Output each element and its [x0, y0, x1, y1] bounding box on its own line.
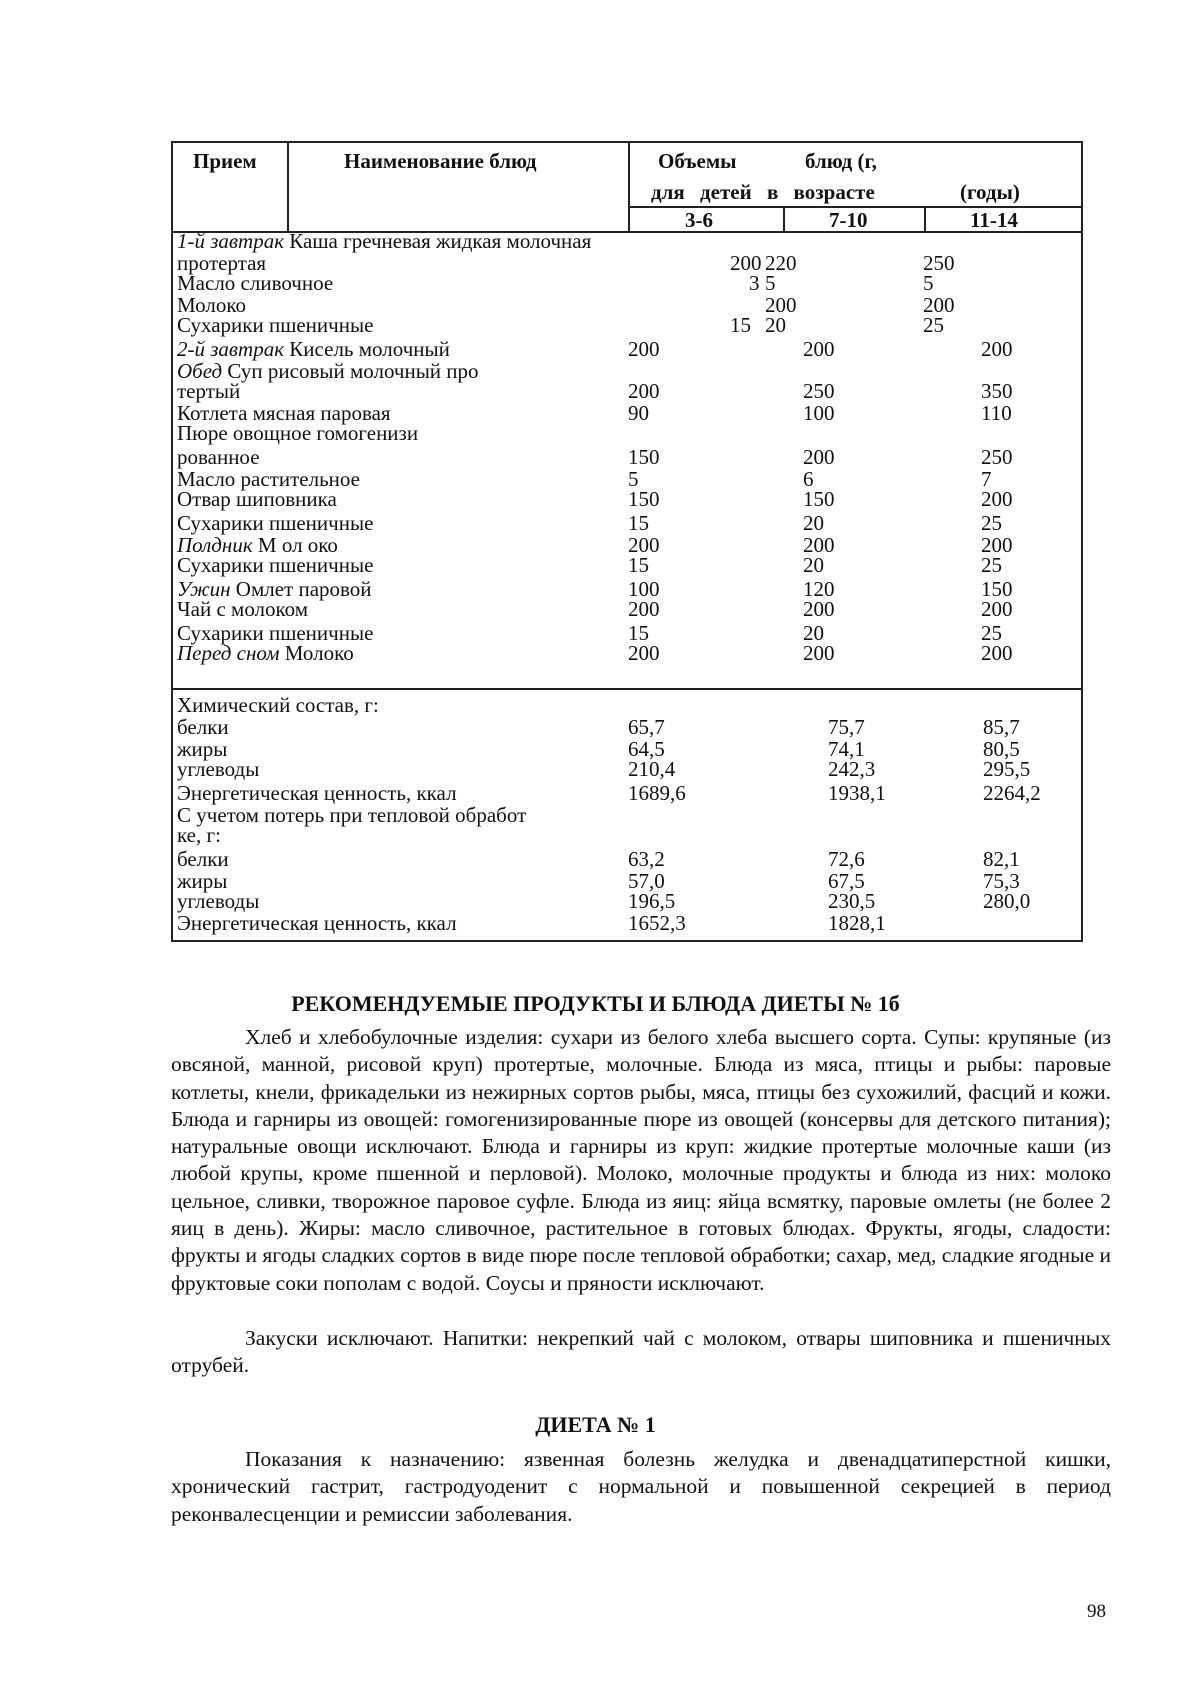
table-cell: 210,4 [628, 757, 676, 781]
table-cell: 20 [803, 553, 824, 577]
table-cell: 20 [765, 313, 786, 337]
meal-name: Полдник [177, 533, 253, 557]
table-cell: 200 [803, 337, 835, 361]
dish-name: белки [177, 847, 229, 871]
dish-name: Сухарики пшеничные [177, 313, 374, 337]
dish-name: Сухарики пшеничные [177, 553, 374, 577]
dish-name: Химический состав, г: [177, 693, 379, 717]
dish-name: протертая [177, 251, 267, 275]
table-cell: 200 [981, 337, 1013, 361]
meal-name: Перед сном [177, 641, 280, 665]
table-cell: 100 [803, 401, 835, 425]
table-cell: 15 [730, 313, 751, 337]
dish-name: Омлет паровой [235, 577, 372, 601]
table-cell: 65,7 [628, 715, 665, 739]
table-cell: 200 [730, 251, 762, 275]
dish-name: ке, г: [177, 823, 221, 847]
table-cell: 1652,3 [628, 911, 686, 935]
table-cell: 67,5 [828, 869, 865, 893]
table-cell: 120 [803, 577, 835, 601]
table-cell: 110 [981, 401, 1012, 425]
table-cell: 15 [628, 621, 649, 645]
dish-name: Энергетическая ценность, ккал [177, 781, 457, 805]
table-cell: 3 [749, 271, 760, 295]
row-label [177, 717, 229, 738]
table-cell: 82,1 [983, 847, 1020, 871]
row-label [177, 643, 354, 664]
table-cell: 295,5 [983, 757, 1031, 781]
row-label [177, 381, 240, 402]
dish-name: тертый [177, 379, 241, 403]
table-cell: 1689,6 [628, 781, 686, 805]
composition-separator [173, 688, 1081, 690]
dish-name: Энергетическая ценность, ккал [177, 911, 457, 935]
header-age-3-6: 3-6 [685, 208, 713, 232]
header-obemy-a: Объемы [658, 149, 737, 173]
table-cell: 25 [981, 511, 1002, 535]
row-label [177, 555, 373, 576]
header-priem: Прием [193, 149, 257, 173]
row-label [177, 805, 526, 826]
section-title-diet-1: ДИЕТА № 1 [535, 1412, 656, 1437]
table-cell: 196,5 [628, 889, 676, 913]
table-cell: 200 [765, 293, 797, 317]
table-cell: 64,5 [628, 737, 665, 761]
table-cell: 200 [981, 597, 1013, 621]
table-cell: 63,2 [628, 847, 665, 871]
table-cell: 75,7 [828, 715, 865, 739]
table-cell: 85,7 [983, 715, 1020, 739]
table-cell: 75,3 [983, 869, 1020, 893]
row-label [177, 783, 457, 804]
table-cell: 200 [923, 293, 955, 317]
row-label [177, 513, 373, 534]
table-cell: 150 [981, 577, 1013, 601]
table-cell: 150 [803, 487, 835, 511]
dish-name: Пюре овощное гомогенизи [177, 421, 419, 445]
table-cell: 200 [803, 641, 835, 665]
table-cell: 25 [923, 313, 944, 337]
table-cell: 220 [765, 251, 797, 275]
header-age-b: (годы) [960, 180, 1020, 204]
col-divider-4 [924, 206, 926, 231]
dish-name: Молоко [284, 641, 354, 665]
row-label [177, 489, 337, 510]
row-label [177, 423, 418, 444]
table-cell: 1938,1 [828, 781, 886, 805]
table-cell: 15 [628, 511, 649, 535]
dish-name: углеводы [177, 757, 260, 781]
row-label [177, 849, 229, 870]
dish-name: Суп рисовый молочный про [227, 359, 479, 383]
row-label [177, 231, 591, 252]
dish-name: Масло сливочное [177, 271, 334, 295]
table-cell: 200 [628, 337, 660, 361]
table-cell: 150 [628, 487, 660, 511]
dish-name: Масло растительное [177, 467, 360, 491]
row-label [177, 825, 221, 846]
table-cell: 2264,2 [983, 781, 1041, 805]
dish-name: белки [177, 715, 229, 739]
section-title-1b: РЕКОМЕНДУЕМЫЕ ПРОДУКТЫ И БЛЮДА ДИЕТЫ № 1б [291, 991, 900, 1016]
table-cell: 5 [765, 271, 776, 295]
table-cell: 7 [981, 467, 992, 491]
table-cell: 200 [981, 641, 1013, 665]
table-cell: 150 [628, 445, 660, 469]
header-age-7-10: 7-10 [829, 208, 868, 232]
row-label [177, 891, 259, 912]
dish-name: Сухарики пшеничные [177, 621, 374, 645]
table-cell: 200 [803, 445, 835, 469]
dish-name: рованное [177, 445, 260, 469]
meal-name: Обед [177, 359, 223, 383]
table-cell: 230,5 [828, 889, 876, 913]
paragraph-products: Хлеб и хлебобулочные изделия: сухари из белого хлеба высшего сорта. Супы: крупяные (из овсяной, манной, рисовой круп) протертые, молочные. Блюда из мяса, птицы и рыбы: паровые котлеты, кнели, фрикадельки из нежирных сортов рыбы, мяса, птицы без сухожилий, фасций и кожи. Блюда и гарниры из овощей: гомогенизированные пюре из овощей (консервы для детского питания); натуральные овощи исключают. Блюда и гарниры из круп: жидкие протертые молочные каши (из любой крупы, кроме пшенной и перловой). Молоко, молочные продукты и блюда из них: молоко цельное, сливки, творожное паровое суфле. Блюда из яиц: яйца всмятку, паровые омлеты (не более 2 яиц в день). Жиры: масло сливочное, растительное в готовых блюдах. Фрукты, ягоды, сладости: фрукты и ягоды сладких сортов в виде пюре после тепловой обработки; сахар, мед, сладкие ягодные и фруктовые соки пополам с водой. Соусы и пряности исключают. [171, 1025, 1111, 1295]
row-label [177, 315, 373, 336]
dish-name: Сухарики пшеничные [177, 511, 374, 535]
page-number: 98 [1087, 1601, 1106, 1622]
table-cell: 250 [981, 445, 1013, 469]
table-cell: 90 [628, 401, 649, 425]
dish-name: С учетом потерь при тепловой обработ [177, 803, 527, 827]
meal-name: Ужин [177, 577, 231, 601]
table-cell: 350 [981, 379, 1013, 403]
menu-table [171, 141, 1083, 942]
table-cell: 100 [628, 577, 660, 601]
table-cell: 25 [981, 621, 1002, 645]
row-label [177, 447, 260, 468]
header-naimenovanie: Наименование блюд [344, 149, 537, 173]
table-cell: 200 [628, 641, 660, 665]
table-cell: 250 [923, 251, 955, 275]
col-divider-1 [287, 143, 289, 231]
header-age-a: для детей в возрасте [651, 180, 875, 204]
table-cell: 200 [981, 533, 1013, 557]
dish-name: жиры [177, 737, 228, 761]
table-cell: 242,3 [828, 757, 876, 781]
meal-name: 1-й завтрак [177, 229, 285, 253]
table-cell: 1828,1 [828, 911, 886, 935]
table-cell: 80,5 [983, 737, 1020, 761]
dish-name: Отвар шиповника [177, 487, 337, 511]
row-label [177, 273, 333, 294]
col-divider-2 [628, 143, 630, 231]
col-divider-3 [783, 206, 785, 231]
dish-name: Каша гречневая жидкая молочная [289, 229, 592, 253]
dish-name: жиры [177, 869, 228, 893]
table-cell: 200 [803, 597, 835, 621]
table-cell: 15 [628, 553, 649, 577]
table-cell: 6 [803, 467, 814, 491]
table-cell: 72,6 [828, 847, 865, 871]
header-age-11-14: 11-14 [970, 208, 1018, 232]
table-cell: 200 [628, 379, 660, 403]
table-cell: 250 [803, 379, 835, 403]
table-cell: 20 [803, 621, 824, 645]
dish-name: Котлета мясная паровая [177, 401, 391, 425]
table-cell: 200 [628, 597, 660, 621]
dish-name: Молоко [177, 293, 246, 317]
table-cell: 74,1 [828, 737, 865, 761]
table-cell: 200 [628, 533, 660, 557]
table-cell: 5 [923, 271, 934, 295]
row-label [177, 339, 450, 360]
paragraph-snacks: Закуски исключают. Напитки: некрепкий чай с молоком, отвары шиповника и пшеничных отрубей. [171, 1326, 1111, 1378]
table-cell: 20 [803, 511, 824, 535]
meal-name: 2-й завтрак [177, 337, 285, 361]
row-label [177, 695, 379, 716]
row-label [177, 913, 457, 934]
dish-name: М ол око [257, 533, 338, 557]
row-label [177, 759, 259, 780]
table-cell: 25 [981, 553, 1002, 577]
paragraph-indications: Показания к назначению: язвенная болезнь желудка и двенадцатиперстной кишки, хронический гастрит, гастродуоденит с нормальной и повышенной секрецией в период реконвалесценции и ремиссии заболевания. [171, 1447, 1111, 1526]
table-cell: 200 [803, 533, 835, 557]
dish-name: Чай с молоком [177, 597, 309, 621]
table-cell: 57,0 [628, 869, 665, 893]
header-obemy-b: блюд (г, [805, 149, 877, 173]
dish-name: Кисель молочный [289, 337, 450, 361]
dish-name: углеводы [177, 889, 260, 913]
row-label [177, 599, 308, 620]
table-cell: 280,0 [983, 889, 1031, 913]
table-cell: 200 [981, 487, 1013, 511]
table-cell: 5 [628, 467, 639, 491]
